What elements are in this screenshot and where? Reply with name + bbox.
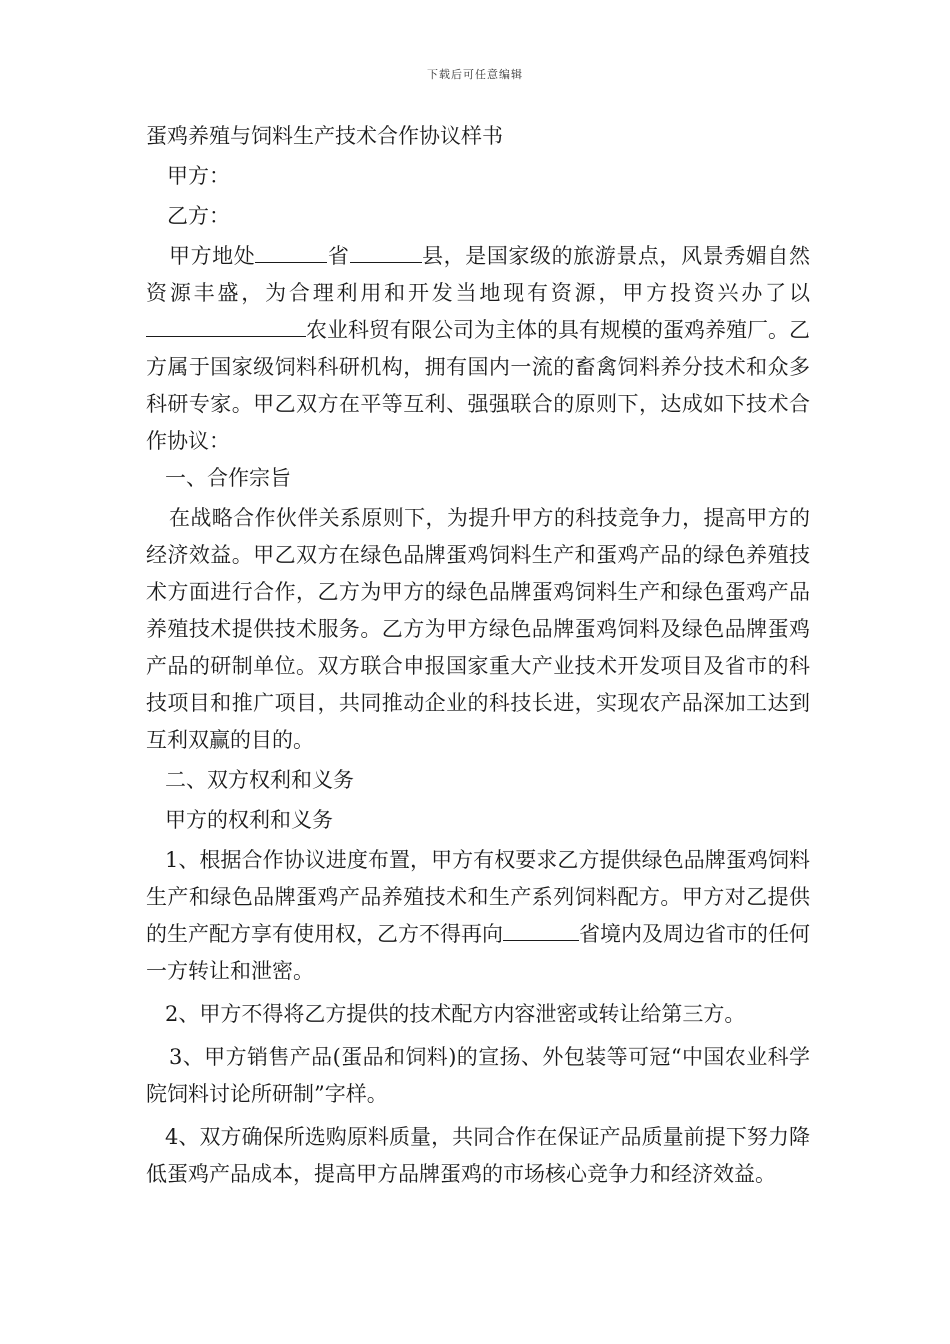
intro-text-2: 省 xyxy=(327,244,350,268)
section1-body: 在战略合作伙伴关系原则下，为提升甲方的科技竞争力，提高甲方的经济效益。甲乙双方在绿色品牌蛋鸡饲料生产和蛋鸡产品的绿色养殖技术方面进行合作，乙方为甲方的绿色品牌蛋鸡饲料生产和绿色蛋鸡产品养殖技术提供技术服务。乙方为甲方绿色品牌蛋鸡饲料及绿色品牌蛋鸡产品的研制单位。双方联合申报国家重大产业技术开发项目及省市的科技项目和推广项目，共同推动企业的科技长进，实现农产品深加工达到互利双赢的目的。 xyxy=(146,506,810,752)
clause-1-text-b: 省境内及周边省市的任何一方转让和泄密。 xyxy=(146,922,810,983)
section1-heading: 一、合作宗旨 xyxy=(165,466,291,490)
county-blank xyxy=(350,238,422,263)
header-note: 下载后可任意编辑 xyxy=(427,68,523,81)
clause-1 xyxy=(146,842,810,990)
clause-1-province-blank xyxy=(503,916,579,941)
intro-paragraph xyxy=(146,238,810,460)
party-a-label: 甲方： xyxy=(167,164,230,188)
section2-subheading: 甲方的权利和义务 xyxy=(165,808,333,832)
intro-text-3: 县，是国家级的旅游景点，风景秀媚自然资源丰盛，为合理利用和开发当地现有资源，甲方投资兴办了以 xyxy=(146,244,811,305)
party-b-label: 乙方： xyxy=(167,204,230,228)
clause-1-text-a: 1、根据合作协议进度布置，甲方有权要求乙方提供绿色品牌蛋鸡饲料生产和绿色品牌蛋鸡产品养殖技术和生产系列饲料配方。甲方对乙提供的生产配方享有使用权，乙方不得再向 xyxy=(146,848,810,946)
intro-text-4: 农业科贸有限公司为主体的具有规模的蛋鸡养殖厂。乙方属于国家级饲料科研机构，拥有国内一流的畜禽饲料养分技术和众多科研专家。甲乙双方在平等互利、强强联合的原则下，达成如下技术合作协议： xyxy=(146,318,810,453)
intro-text-1: 甲方地处 xyxy=(169,244,256,268)
section2-heading: 二、双方权利和义务 xyxy=(165,768,354,792)
clause-2: 2、甲方不得将乙方提供的技术配方内容泄密或转让给第三方。 xyxy=(165,1002,746,1026)
clause-4: 4、双方确保所选购原料质量，共同合作在保证产品质量前提下努力降低蛋鸡产品成本，提高甲方品牌蛋鸡的市场核心竞争力和经济效益。 xyxy=(146,1125,810,1186)
clause-3: 3、甲方销售产品(蛋品和饲料)的宣扬、外包装等可冠“中国农业科学院饲料讨论所研制”字样。 xyxy=(146,1045,810,1106)
company-blank xyxy=(146,312,306,337)
document-title: 蛋鸡养殖与饲料生产技术合作协议样书 xyxy=(146,124,503,148)
document-body xyxy=(146,118,810,1193)
province-blank xyxy=(255,238,327,263)
